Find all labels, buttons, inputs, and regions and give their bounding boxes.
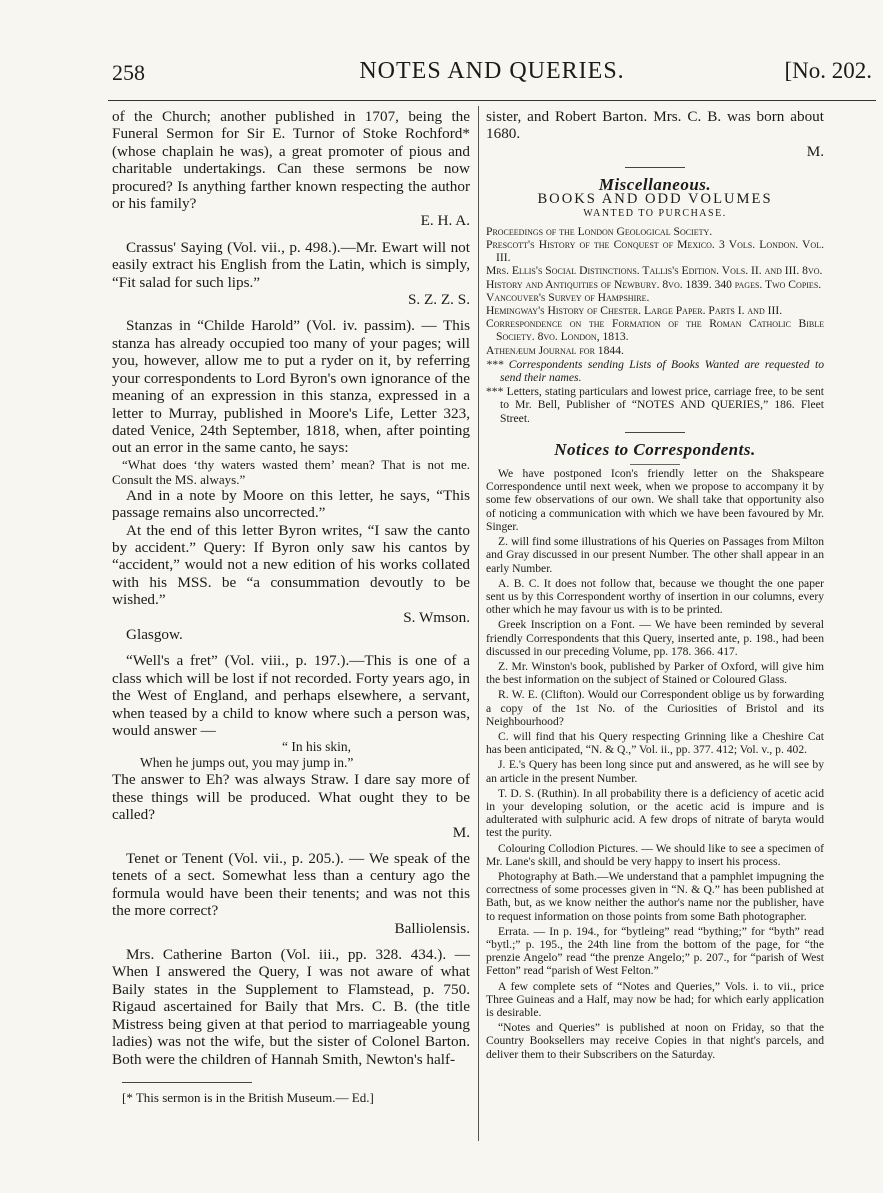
issue-number: [No. 202. — [784, 58, 872, 83]
miscellaneous-heading: Miscellaneous. — [598, 175, 712, 195]
section-rule — [625, 432, 685, 433]
signature: Balliolensis. — [394, 919, 470, 937]
article-paragraph: sister, and Robert Barton. Mrs. C. B. was born about 1680. — [486, 108, 824, 143]
notice-item: Errata. — In p. 194., for “bytleing” read “bything;” for “byth” read “bytl.;” p. 195., the 24th line from the bottom of the page, for “the prenzie Angelo” read “the prenze Angelo;” p. 207., for “parish of West Fetton” read “parish of West Felton.” — [486, 924, 824, 978]
quotation: “What does ‘thy waters wasted them’ mean? That is not me. Consult the MS. always.” — [112, 456, 470, 487]
page-number: 258 — [112, 60, 145, 85]
section-rule — [625, 167, 685, 168]
book-entry: Prescott's History of the Conquest of Mexico. 3 Vols. London. Vol. III. — [486, 238, 824, 265]
editorial-note: *** Letters, stating particulars and lowest price, carriage free, to be sent to Mr. Bell, Publisher of “NOTES AND QUERIES,” 186. Fleet Street. — [486, 385, 824, 425]
notice-item: Colouring Collodion Pictures. — We should like to see a specimen of Mr. Lane's skill, and should be very happy to insert his process. — [486, 841, 824, 868]
footnote: [* This sermon is in the British Museum.— Ed.] — [122, 1089, 374, 1105]
column-divider — [478, 106, 479, 1141]
book-entry: Correspondence on the Formation of the Roman Catholic Bible Society. 8vo. London, 1813. — [486, 317, 824, 344]
article-paragraph: “Well's a fret” (Vol. viii., p. 197.).—This is one of a class which will be lost if not recorded. Forty years ago, in the West of England, and perhaps elsewhere, a servant, when teased by a child to know where such a person was, would answer — — [112, 652, 470, 739]
left-column — [112, 108, 470, 1106]
notice-item: R. W. E. (Clifton). Would our Correspondent oblige us by forwarding a copy of the 1st No. of the Curiosities of Bristol and its Neighbourhood? — [486, 688, 824, 728]
book-entry: Proceedings of the London Geological Society. — [486, 224, 713, 238]
notice-item: “Notes and Queries” is published at noon on Friday, so that the Country Booksellers may receive Copies in that night's parcels, and deliver them to their Subscribers on the Saturday. — [486, 1021, 824, 1061]
article-paragraph: And in a note by Moore on this letter, he says, “This passage remains also uncorrected.” — [112, 486, 470, 522]
signature: S. Z. Z. S. — [407, 291, 470, 309]
book-entry: Athenæum Journal for 1844. — [486, 343, 624, 357]
notice-item: A. B. C. It does not follow that, because we thought the one paper sent us by this Correspondent worthy of insertion in our columns, every other which he may favour us with is to be printed. — [486, 576, 824, 617]
notice-item: Z. Mr. Winston's book, published by Parker of Oxford, will give him the best information on the subject of Stained or Coloured Glass. — [486, 659, 824, 687]
notice-item: A few complete sets of “Notes and Queries,” Vols. i. to vii., price Three Guineas and a Half, may now be had; for which early application is desirable. — [486, 979, 824, 1019]
notice-item: T. D. S. (Ruthin). In all probability there is a deficiency of acetic acid in your developing solution, or the acetic acid is impure and is adulterated with sulphuric acid. A few drops of nitrate of baryta would test the purity. — [486, 786, 824, 840]
signature: S. Wmson. — [403, 608, 470, 626]
notice-item: C. will find that his Query respecting Grinning like a Cheshire Cat has been anticipated, “N. & Q.,” Vol. ii., pp. 377. 412; Vol. v., p. 402. — [486, 729, 824, 757]
notice-item: Z. will find some illustrations of his Queries on Passages from Milton and Gray discussed in our present Number. The other shall appear in an early Number. — [486, 535, 824, 575]
header-rule — [108, 100, 876, 101]
book-entry: Hemingway's History of Chester. Large Paper. Parts I. and III. — [486, 304, 783, 318]
book-entry: History and Antiquities of Newbury. 8vo. 1839. 340 pages. Two Copies. — [486, 277, 822, 291]
notice-item: Photography at Bath.—We understand that a pamphlet impugning the correctness of some processes given in “N. & Q.” has been published at Bath, but, as we know neither the author's name nor the publisher, have to request information on those points from some Bath photographer. — [486, 869, 824, 923]
running-title: NOTES AND QUERIES. — [359, 58, 625, 84]
notice-item: J. E.'s Query has been long since put and answered, as he will see by an article in the present Number. — [486, 758, 824, 785]
article-paragraph: At the end of this letter Byron writes, “I saw the canto by accident.” Query: If Byron only saw his cantos by “accident,” would not a new edition of his works collated with his MSS. be “a consummation devoutly to be wished.” — [112, 521, 470, 609]
right-column — [486, 108, 824, 1061]
verse-line: “ In his skin, — [282, 739, 351, 755]
footnote-rule — [122, 1082, 252, 1083]
article-paragraph: Crassus' Saying (Vol. vii., p. 498.).—Mr. Ewart will not easily extract his English from the Latin, which is simply, “Fit salad for such lips.” — [112, 238, 470, 291]
article-paragraph: Mrs. Catherine Barton (Vol. iii., pp. 328. 434.). — When I answered the Query, I was not aware of what Baily states in the Supplement to Flamstead, p. 750. Rigaud ascertained for Baily that Mrs. C. B. (the title Mistress being given at that period to marriageable young ladies) was not the wife, but the sister of Colonel Barton. Both were the children of Hannah Smith, Newton's half- — [112, 946, 470, 1068]
book-entry: Vancouver's Survey of Hampshire. — [486, 290, 650, 304]
notices-heading: Notices to Correspondents. — [554, 439, 756, 459]
books-title: BOOKS AND ODD VOLUMES — [537, 191, 773, 208]
heading-rule — [630, 464, 680, 465]
article-paragraph: The answer to Eh? was always Straw. I dare say more of these things will be produced. What ought they to be called? — [112, 771, 470, 824]
book-entry: Mrs. Ellis's Social Distinctions. Tallis's Edition. Vols. II. and III. 8vo. — [486, 264, 823, 278]
notices-list — [486, 467, 824, 1061]
article-paragraph: Stanzas in “Childe Harold” (Vol. iv. passim). — This stanza has already occupied too many of your pages; will you, however, allow me to put a ryder on it, by referring your correspondents to Lord Byron's own ignorance of the meaning of an expression in this stanza, expressed in a letter to Murray, published in Moore's Life, Letter 323, dated Venice, 24th September, 1818, when, after pointing out an error in the same canto, he says: — [112, 317, 470, 457]
page-header — [112, 58, 872, 94]
signature: M. — [452, 823, 470, 841]
notice-item: We have postponed Icon's friendly letter on the Shakspeare Correspondence until next week, when we propose to accompany it by some few observations of our own. We shall take that opportunity also of noticing a communication with which we have been favoured by Mr. Singer. — [486, 467, 824, 533]
verse-line: When he jumps out, you may jump in.” — [140, 755, 354, 771]
books-list — [486, 225, 824, 357]
article-paragraph: Tenet or Tenent (Vol. vii., p. 205.). — We speak of the tenets of a sect. Somewhat less than a century ago the formula would have been their tenents; and was not this the more correct? — [112, 850, 470, 920]
signature: M. — [806, 142, 824, 160]
notice-item: Greek Inscription on a Font. — We have been reminded by several friendly Correspondents that this Query, inserted ante, p. 198., had been discussed in our preceding Volume, pp. 178. 366. 417. — [486, 618, 824, 658]
wanted-subtitle: WANTED TO PURCHASE. — [583, 207, 727, 219]
editorial-note: *** Correspondents sending Lists of Books Wanted are requested to send their names. — [486, 357, 824, 385]
signature: E. H. A. — [420, 212, 470, 230]
verse — [112, 739, 470, 771]
place-name: Glasgow. — [126, 625, 183, 643]
article-paragraph: of the Church; another published in 1707, being the Funeral Sermon for Sir E. Turnor of Stoke Rochford* (whose chaplain he was), a great promoter of pious and charitable undertakings. Can these sermons be now procured? Is anything farther known respecting the author or his family? — [112, 108, 470, 213]
